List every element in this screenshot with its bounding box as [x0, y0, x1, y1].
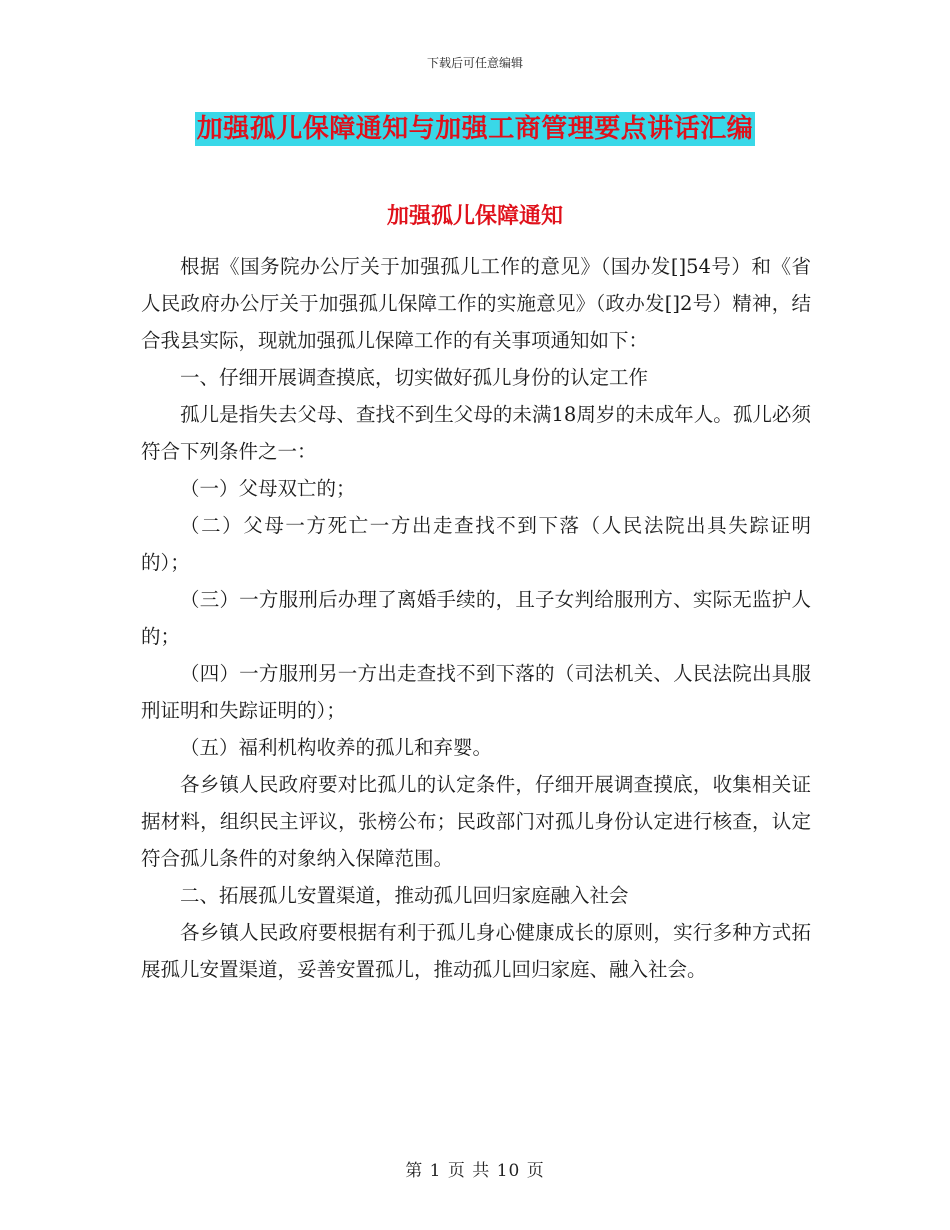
list-item-condition-4: （四）一方服刑另一方出走查找不到下落的（司法机关、人民法院出具服刑证明和失踪证明的）； [141, 662, 811, 722]
page-number-footer: 第 1 页 共 10 页 [405, 1161, 545, 1181]
list-item-condition-1: （一）父母双亡的； [180, 477, 356, 500]
heading-section-2: 二、拓展孤儿安置渠道，推动孤儿回归家庭融入社会 [180, 884, 629, 907]
header-note: 下载后可任意编辑 [426, 56, 523, 70]
main-title-container [0, 112, 950, 146]
section-title: 加强孤儿保障通知 [386, 203, 563, 229]
paragraph-intro: 根据《国务院办公厅关于加强孤儿工作的意见》（国办发[]54号）和《省人民政府办公厅关于加强孤儿保障工作的实施意见》（政办发[]2号）精神，结合我县实际，现就加强孤儿保障工作的有关事项通知如下： [141, 255, 811, 352]
paragraph-placement: 各乡镇人民政府要根据有利于孤儿身心健康成长的原则，实行多种方式拓展孤儿安置渠道，妥善安置孤儿，推动孤儿回归家庭、融入社会。 [141, 921, 811, 981]
paragraph-verification: 各乡镇人民政府要对比孤儿的认定条件，仔细开展调查摸底，收集相关证据材料，组织民主评议，张榜公布；民政部门对孤儿身份认定进行核查，认定符合孤儿条件的对象纳入保障范围。 [141, 773, 811, 870]
heading-section-1: 一、仔细开展调查摸底，切实做好孤儿身份的认定工作 [180, 366, 649, 389]
main-title: 加强孤儿保障通知与加强工商管理要点讲话汇编 [196, 114, 754, 144]
list-item-condition-3: （三）一方服刑后办理了离婚手续的，且子女判给服刑方、实际无监护人的； [141, 588, 811, 648]
document-body [141, 248, 811, 988]
paragraph-orphan-definition: 孤儿是指失去父母、查找不到生父母的未满18周岁的未成年人。孤儿必须符合下列条件之一： [141, 403, 811, 463]
list-item-condition-2: （二）父母一方死亡一方出走查找不到下落（人民法院出具失踪证明的）； [141, 514, 811, 574]
list-item-condition-5: （五）福利机构收养的孤儿和弃婴。 [180, 736, 493, 759]
